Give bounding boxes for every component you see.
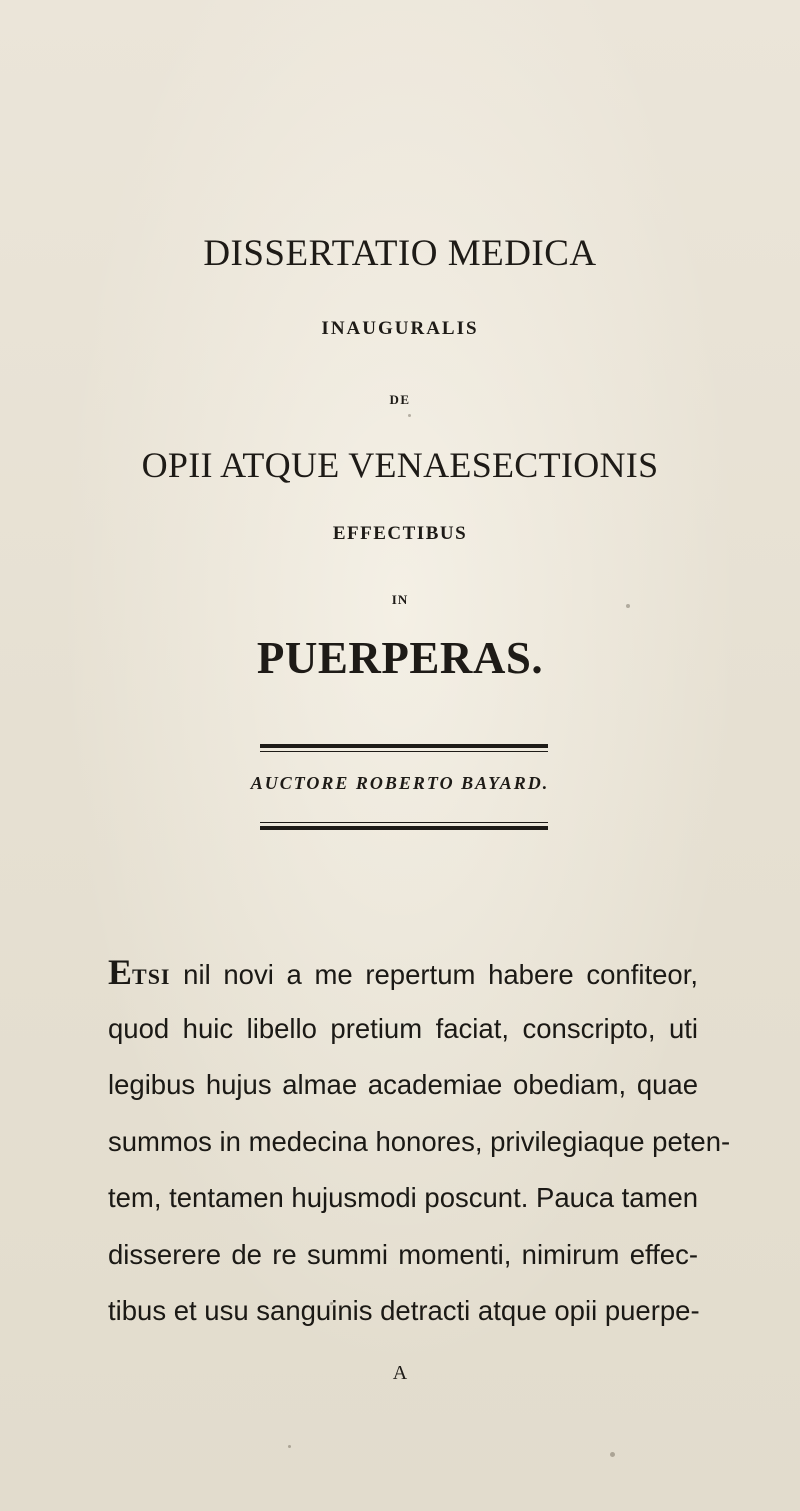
body-paragraph	[108, 944, 731, 1340]
paper-speck	[610, 1452, 615, 1457]
body-line: summos in medecina honores, privilegiaque peten-	[108, 1125, 731, 1157]
dropcap: E	[108, 952, 133, 992]
bottom-rule-thick	[260, 826, 548, 830]
signature-mark: A	[392, 1362, 408, 1384]
author-line: AUCTORE ROBERTO BAYARD.	[250, 773, 550, 793]
title-in: IN	[391, 592, 409, 607]
body-line: legibus hujus almae academiae obediam, quae	[108, 1069, 698, 1100]
paper-speck	[408, 414, 411, 417]
body-line: tibus et usu sanguinis detracti atque opii puerpe-	[108, 1295, 700, 1326]
title-effectibus: EFFECTIBUS	[332, 523, 468, 544]
title-subject: OPII ATQUE VENAESECTIONIS	[141, 445, 659, 485]
body-line	[108, 944, 698, 1001]
top-rule-thick	[260, 744, 548, 748]
paper-speck	[626, 604, 630, 608]
body-line: disserere de re summi momenti, nimirum effec-	[108, 1238, 698, 1270]
body-line-text: nil novi a me repertum habere confiteor,	[170, 959, 698, 990]
title-puerperas: PUERPERAS.	[256, 633, 544, 683]
body-line: quod huic libello pretium faciat, conscripto, uti	[108, 1012, 698, 1044]
bottom-rule-thin	[260, 822, 548, 823]
smallcaps: TSI	[132, 964, 171, 989]
title-inauguralis: INAUGURALIS	[321, 318, 479, 339]
paper-speck	[330, 1302, 333, 1305]
top-rule-thin	[260, 751, 548, 752]
title-dissertatio: DISSERTATIO MEDICA	[203, 233, 597, 274]
body-line: tem, tentamen hujusmodi poscunt. Pauca tamen	[108, 1182, 699, 1213]
title-de: DE	[389, 392, 411, 407]
paper-speck	[288, 1445, 291, 1448]
